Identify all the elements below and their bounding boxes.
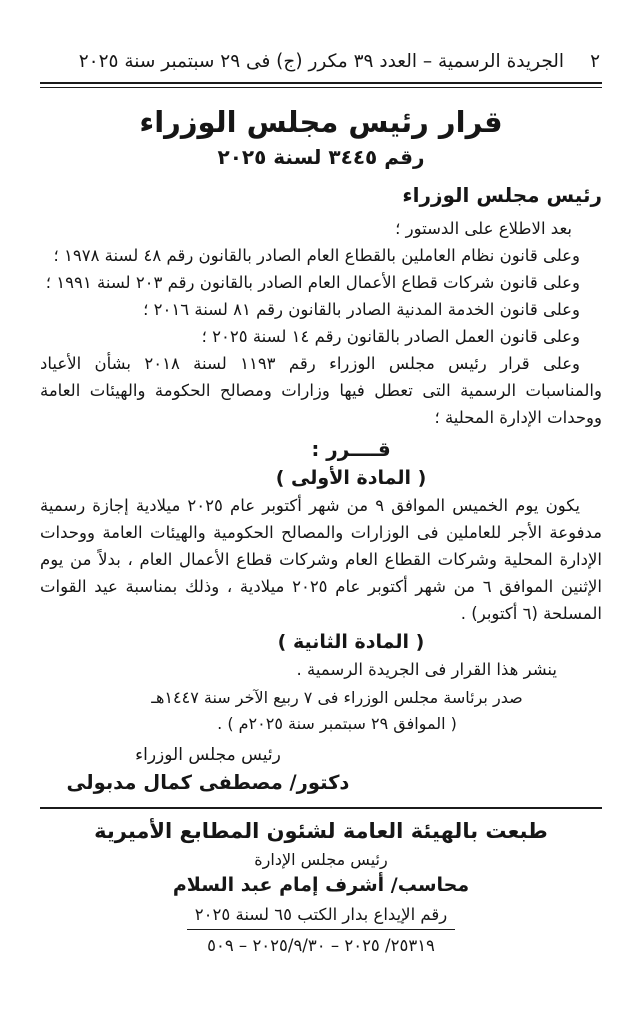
signature-name: دكتور/ مصطفى كمال مدبولى bbox=[66, 771, 350, 794]
preamble-paragraph-line: وعلى قرار رئيس مجلس الوزراء رقم ١١٩٣ لسنة ٢٠١٨ بشأن الأعياد bbox=[40, 354, 581, 373]
issuer-heading: رئيس مجلس الوزراء bbox=[402, 183, 602, 207]
article-2-heading: ( المادة الثانية ) bbox=[277, 631, 425, 653]
article-1-line: الإثنين الموافق ٦ من شهر أكتوبر عام ٢٠٢٥ ميلادية ، وذلك بمناسبة عيد القوات bbox=[40, 577, 602, 596]
article-1-line: المسلحة (٦ أكتوبر) . bbox=[460, 604, 602, 623]
deposit-block bbox=[187, 902, 455, 958]
decree-number-line: رقم ٣٤٤٥ لسنة ٢٠٢٥ bbox=[217, 145, 425, 169]
preamble-line: وعلى قانون الخدمة المدنية الصادر بالقانون رقم ٨١ لسنة ٢٠١٦ ؛ bbox=[143, 300, 580, 319]
preamble-paragraph-line: والمناسبات الرسمية التى تعطل فيها وزارات ومصالح الحكومة والهيئات العامة bbox=[40, 381, 602, 400]
article-1-body bbox=[40, 492, 602, 627]
article-1-line: يكون يوم الخميس الموافق ٩ من شهر أكتوبر عام ٢٠٢٥ ميلادية إجازة رسمية bbox=[40, 496, 580, 515]
printer-line: طبعت بالهيئة العامة لشئون المطابع الأميرية bbox=[94, 819, 548, 843]
issuance-hijri-line: صدر برئاسة مجلس الوزراء فى ٧ ربيع الآخر سنة ١٤٤٧هـ bbox=[151, 688, 523, 707]
preamble-line: بعد الاطلاع على الدستور ؛ bbox=[395, 219, 572, 238]
article-1-line: مدفوعة الأجر للعاملين فى الوزارات والمصالح الحكومية والهيئات العامة ووحدات bbox=[40, 523, 602, 542]
preamble-line: وعلى قانون العمل الصادر بالقانون رقم ١٤ لسنة ٢٠٢٥ ؛ bbox=[201, 327, 580, 346]
deposit-number-line: رقم الإيداع بدار الكتب ٦٥ لسنة ٢٠٢٥ bbox=[187, 902, 455, 930]
chairman-title: رئيس مجلس الإدارة bbox=[254, 850, 388, 869]
preamble bbox=[40, 215, 602, 431]
article-2-body: ينشر هذا القرار فى الجريدة الرسمية . bbox=[296, 660, 557, 679]
issuance-gregorian-line: ( الموافق ٢٩ سبتمبر سنة ٢٠٢٥م ) . bbox=[217, 714, 457, 733]
header-rule bbox=[40, 82, 602, 88]
signature-block bbox=[58, 743, 358, 797]
preamble-paragraph-line: ووحدات الإدارة المحلية ؛ bbox=[434, 408, 602, 427]
chairman-name: محاسب/ أشرف إمام عبد السلام bbox=[172, 874, 470, 896]
decided-label: قــــرر : bbox=[311, 437, 391, 461]
gazette-issue-title: الجريدة الرسمية – العدد ٣٩ مكرر (ج) فى ٢٩ سبتمبر سنة ٢٠٢٥ bbox=[78, 51, 565, 72]
article-1-heading: ( المادة الأولى ) bbox=[275, 467, 427, 489]
print-code-line: ٢٥٣١٩/ ٢٠٢٥ – ٢٠٢٥/٩/٣٠ – ٥٠٩ bbox=[207, 936, 435, 955]
decree-title: قرار رئيس مجلس الوزراء bbox=[139, 105, 503, 139]
preamble-line: وعلى قانون شركات قطاع الأعمال العام الصادر بالقانون رقم ٢٠٣ لسنة ١٩٩١ ؛ bbox=[45, 273, 580, 292]
gazette-header bbox=[40, 50, 602, 74]
page-number: ٢ bbox=[590, 51, 600, 72]
issuance-block bbox=[56, 685, 618, 737]
footer-rule bbox=[40, 807, 602, 809]
signature-title: رئيس مجلس الوزراء bbox=[135, 745, 281, 765]
article-1-line: الإدارة المحلية وشركات القطاع العام وشركات قطاع الأعمال العام ، بدلاً من يوم bbox=[40, 550, 602, 569]
preamble-line: وعلى قانون نظام العاملين بالقطاع العام الصادر بالقانون رقم ٤٨ لسنة ١٩٧٨ ؛ bbox=[53, 246, 580, 265]
